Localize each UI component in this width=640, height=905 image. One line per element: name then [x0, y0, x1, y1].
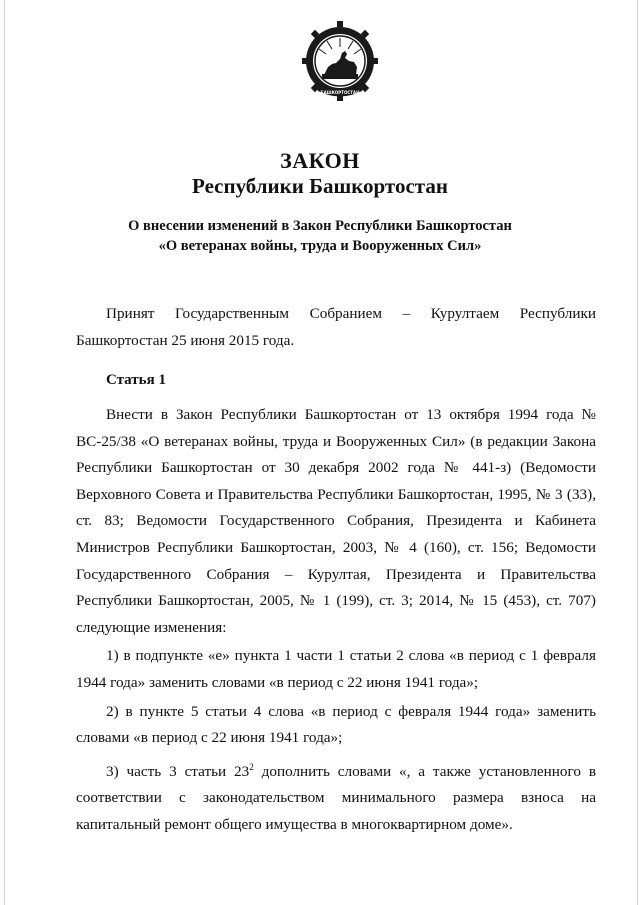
coat-of-arms-icon	[302, 17, 378, 107]
amendment-item-3-start: 3) часть 3 статьи 23	[106, 762, 250, 780]
law-title-line1: О внесении изменений в Закон Республики Башкортостан	[128, 218, 512, 234]
svg-text:БАШКОРТОСТАН: БАШКОРТОСТАН	[320, 90, 360, 95]
article-intro: Внести в Закон Республики Башкортостан от 13 октября 1994 года № ВС-25/38 «О ветеранах войны, труда и Вооруженных Сил» (в редакции Закона Республики Башкортостан от 30 декабря 2002 года № 441-з) (Ведомости Верховного Совета и Правительства Республики Башкортостан, 1995, № 3 (33), ст. 83; Ведомости Государственного Собрания, Президента и Кабинета Министров Республики Башкортостан, 2003, № 4 (160), ст. 156; Ведомости Государственного Собрания – Курултая, Президента и Правительства Республики Башкортостан, 2005, № 1 (199), ст. 3; 2014, № 15 (453), ст. 707) следующие изменения:	[76, 406, 596, 636]
adoption-note	[76, 301, 596, 354]
adoption-text: Принят Государственным Собранием – Курултаем Республики Башкортостан 25 июня 2015 года.	[76, 305, 596, 349]
amendment-item-3	[76, 754, 596, 839]
amendment-item-1: 1) в подпункте «е» пункта 1 части 1 статьи 2 слова «в период с 1 февраля 1944 года» заменить словами «в период с 22 июня 1941 года»;	[76, 647, 596, 691]
amendment-item-3-superscript: 2	[249, 761, 254, 772]
page-edge-left	[4, 0, 5, 905]
amendment-item-3-end: дополнить словами «, а также установленного в соответствии с законодательством минимального размера взноса на капитальный ремонт общего имущества в многоквартирном доме».	[76, 762, 597, 833]
amendment-item-2: 2) в пункте 5 статьи 4 слова «в период с февраля 1944 года» заменить словами «в период с 22 июня 1941 года»;	[76, 702, 596, 747]
document-type-title: ЗАКОН	[280, 148, 360, 173]
page-edge-right	[637, 0, 638, 905]
article-heading: Статья 1	[106, 372, 166, 388]
law-title-line2: «О ветеранах войны, труда и Вооруженных Сил»	[158, 238, 482, 254]
article-body	[76, 402, 596, 839]
republic-title: Республики Башкортостан	[192, 174, 448, 198]
